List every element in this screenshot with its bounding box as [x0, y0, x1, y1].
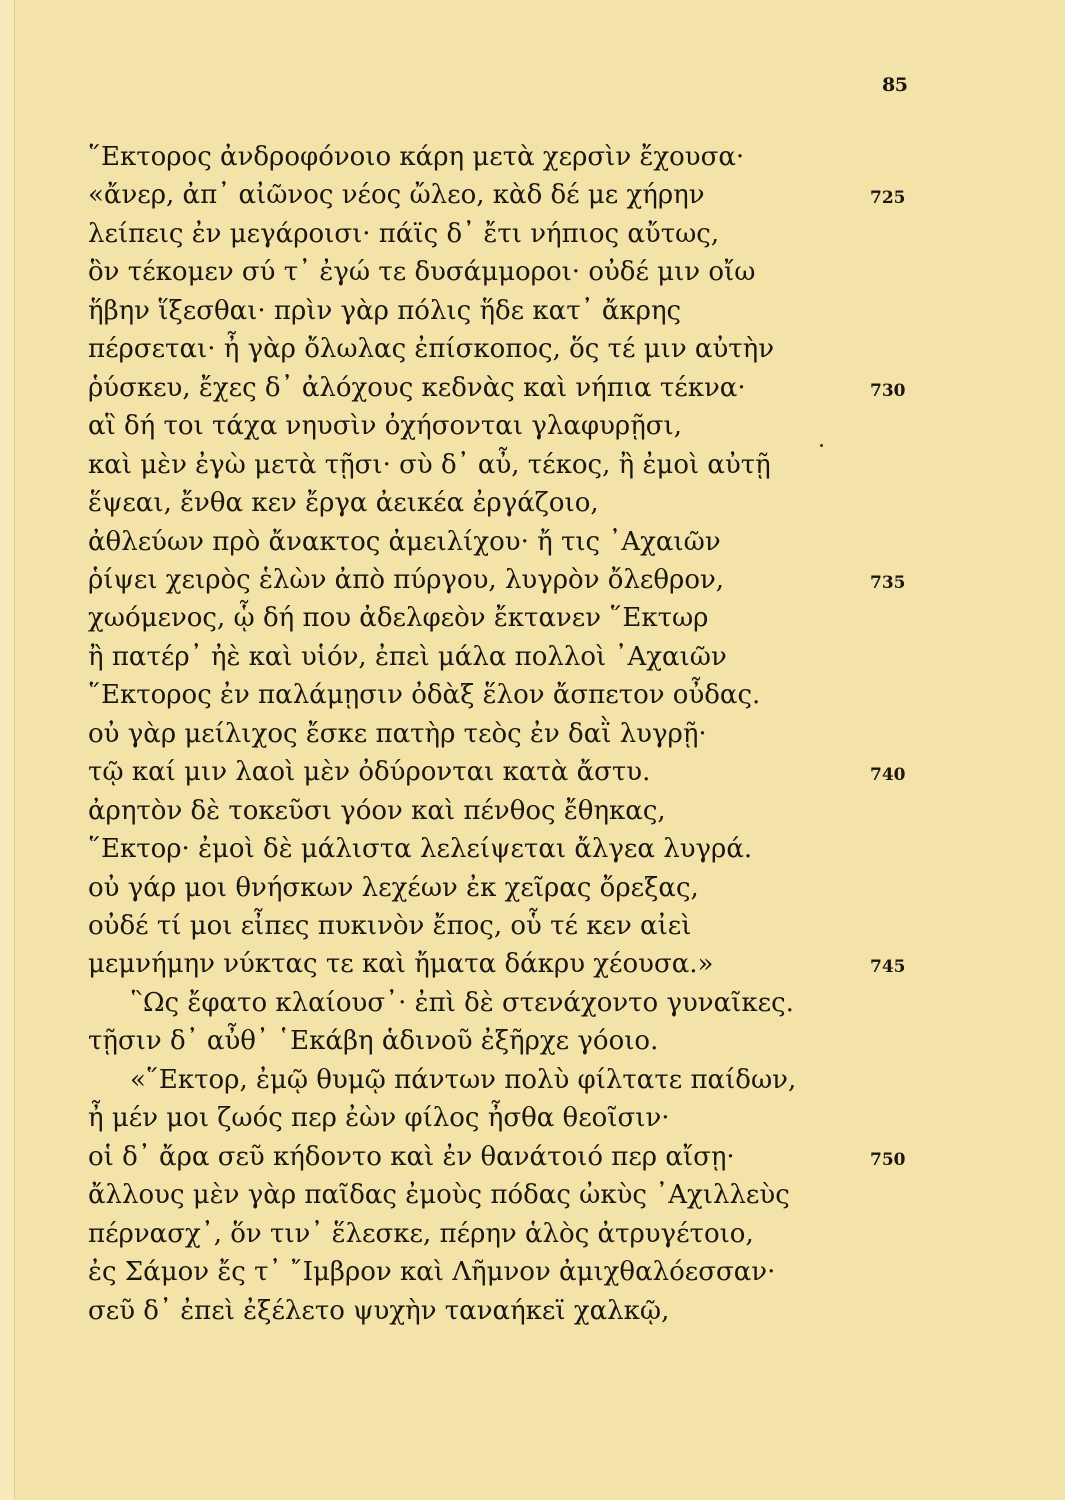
verse-line: ἄλλους μὲν γὰρ παῖδας ἐμοὺς πόδας ὠκὺς ᾽Αχιλλεὺς	[88, 1180, 790, 1210]
line-number: 750	[870, 1150, 906, 1170]
verse-line: ῞Εκτορος ἀνδροφόνοιο κάρη μετὰ χερσὶν ἔχουσα·	[88, 142, 745, 172]
verse-line: σεῦ δ᾽ ἐπεὶ ἐξέλετο ψυχὴν ταναήκεϊ χαλκῷ,	[88, 1296, 670, 1326]
line-number: 725	[870, 188, 906, 208]
verse-line: ἢ πατέρ᾽ ἠὲ καὶ υἱόν, ἐπεὶ μάλα πολλοὶ ᾽Αχαιῶν	[88, 642, 727, 672]
verse-line: οὐ γὰρ μείλιχος ἔσκε πατὴρ τεὸς ἐν δαῒ λυγρῇ·	[88, 719, 707, 749]
verse-line: καὶ μὲν ἐγὼ μετὰ τῇσι· σὺ δ᾽ αὖ, τέκος, ἢ ἐμοὶ αὐτῇ	[88, 450, 771, 480]
verse-line: μεμνήμην νύκτας τε καὶ ἤματα δάκρυ χέουσα.»	[88, 949, 714, 979]
verse-line: ὃν τέκομεν σύ τ᾽ ἐγώ τε δυσάμμοροι· οὐδέ μιν οἴω	[88, 257, 756, 287]
verse-line: ἦ μέν μοι ζωός περ ἐὼν φίλος ἦσθα θεοῖσιν·	[88, 1103, 670, 1133]
verse-line: ἀθλεύων πρὸ ἄνακτος ἀμειλίχου· ἤ τις ᾽Αχαιῶν	[88, 527, 721, 557]
verse-line: ῥίψει χειρὸς ἑλὼν ἀπὸ πύργου, λυγρὸν ὄλεθρον,	[88, 565, 725, 595]
line-number: 745	[870, 957, 906, 977]
verse-line: ἀρητὸν δὲ τοκεῦσι γόον καὶ πένθος ἔθηκας,	[88, 796, 666, 826]
verse-line: τῇσιν δ᾽ αὖθ᾽ ῾Εκάβη ἁδινοῦ ἐξῆρχε γόοιο.	[88, 1026, 659, 1056]
verse-line: οὐ γάρ μοι θνήσκων λεχέων ἐκ χεῖρας ὄρεξας,	[88, 873, 699, 903]
verse-line: ῞Εκτορ· ἐμοὶ δὲ μάλιστα λελείψεται ἄλγεα λυγρά.	[88, 834, 753, 864]
verse-line: ῞Εκτορος ἐν παλάμῃσιν ὀδὰξ ἕλον ἄσπετον οὖδας.	[88, 680, 761, 710]
line-number: 740	[870, 765, 906, 785]
verse-line: οἱ δ᾽ ἄρα σεῦ κήδοντο καὶ ἐν θανάτοιό περ αἴσῃ·	[88, 1142, 735, 1172]
line-number: 735	[870, 573, 906, 593]
verse-line: «ἄνερ, ἀπ᾽ αἰῶνος νέος ὤλεο, κὰδ δέ με χήρην	[88, 180, 705, 210]
verse-line: οὐδέ τί μοι εἶπες πυκινὸν ἔπος, οὗ τέ κεν αἰεὶ	[88, 911, 692, 941]
verse-line: ἕψεαι, ἔνθα κεν ἔργα ἀεικέα ἐργάζοιο,	[88, 488, 599, 518]
verse-line: πέρσεται· ἦ γὰρ ὄλωλας ἐπίσκοπος, ὅς τέ μιν αὐτὴν	[88, 334, 775, 364]
ink-speck	[820, 444, 823, 447]
verse-line: πέρνασχ᾽, ὅν τιν᾽ ἕλεσκε, πέρην ἁλὸς ἀτρυγέτοιο,	[88, 1219, 754, 1249]
verse-line: ῝Ως ἔφατο κλαίουσ᾽· ἐπὶ δὲ στενάχοντο γυναῖκες.	[130, 988, 794, 1018]
verse-line: χωόμενος, ᾧ δή που ἀδελφεὸν ἔκτανεν ῞Εκτωρ	[88, 603, 709, 633]
line-number: 730	[870, 381, 906, 401]
verse-line: λείπεις ἐν μεγάροισι· πάϊς δ᾽ ἔτι νήπιος αὔτως,	[88, 219, 720, 249]
page-number: 85	[882, 74, 908, 96]
verse-line: ῥύσκευ, ἔχες δ᾽ ἀλόχους κεδνὰς καὶ νήπια τέκνα·	[88, 373, 746, 403]
verse-line: ἥβην ἵξεσθαι· πρὶν γὰρ πόλις ἥδε κατ᾽ ἄκρης	[88, 296, 682, 326]
verse-line: αἳ δή τοι τάχα νηυσὶν ὀχήσονται γλαφυρῇσι,	[88, 411, 682, 441]
verse-line: «῞Εκτορ, ἐμῷ θυμῷ πάντων πολὺ φίλτατε παίδων,	[130, 1065, 797, 1095]
verse-line: τῷ καί μιν λαοὶ μὲν ὀδύρονται κατὰ ἄστυ.	[88, 757, 651, 787]
verse-line: ἐς Σάμον ἔς τ᾽ ῎Ιμβρον καὶ Λῆμνον ἀμιχθαλόεσσαν·	[88, 1257, 776, 1287]
